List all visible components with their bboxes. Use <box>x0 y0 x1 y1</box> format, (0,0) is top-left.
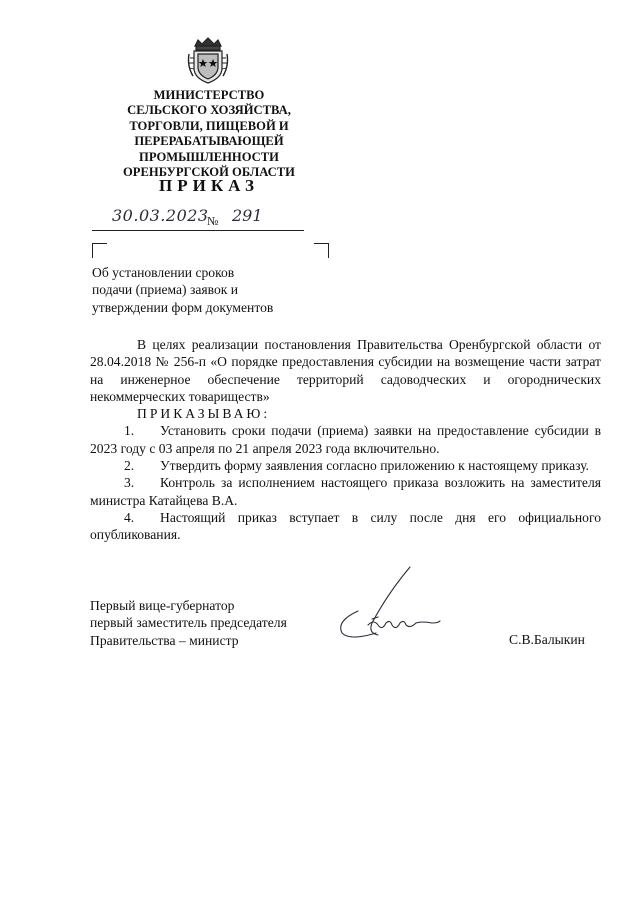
ministry-line: ПРОМЫШЛЕННОСТИ <box>139 149 279 164</box>
item-number: 1. <box>124 423 135 439</box>
document-subject <box>92 264 352 316</box>
order-item <box>90 474 601 509</box>
ministry-line: ТОРГОВЛИ, ПИЩЕВОЙ И <box>129 118 289 133</box>
position-line: Правительства – министр <box>90 632 239 648</box>
item-number: 4. <box>124 509 135 525</box>
subject-line: Об установлении сроков <box>92 265 235 280</box>
item-number: 3. <box>124 475 135 491</box>
position-line: Первый вице-губернатор <box>90 598 235 613</box>
item-number: 2. <box>124 458 135 474</box>
ministry-name <box>90 88 328 180</box>
order-item <box>90 457 601 474</box>
date-number-line <box>92 208 304 231</box>
ministry-line: СЕЛЬСКОГО ХОЗЯЙСТВА, <box>127 103 291 118</box>
handwritten-number: 291 <box>232 206 263 225</box>
item-text: Контроль за исполнением настоящего приказа возложить на заместителя министра Катайцева В.А. <box>90 475 601 508</box>
order-word: ПРИКАЗЫВАЮ: <box>137 406 271 422</box>
document-type-title: ПРИКАЗ <box>159 176 259 195</box>
order-item <box>90 509 601 544</box>
ministry-line: МИНИСТЕРСТВО <box>153 88 265 102</box>
order-item <box>90 422 601 457</box>
subject-line: утверждении форм документов <box>92 299 274 315</box>
item-text: Утвердить форму заявления согласно приложению к настоящему приказу. <box>160 458 590 474</box>
coat-of-arms-icon <box>186 36 230 86</box>
preamble-paragraph: В целях реализации постановления Правительства Оренбургской области от 28.04.2018 № 256-п «О порядке предоставления субсидии на возмещение части затрат на инженерное обеспечение территорий садоводческих и огороднических некоммерческих товариществ» <box>90 337 601 404</box>
subject-corner-right <box>314 243 329 258</box>
document-body <box>90 336 601 544</box>
handwritten-signature-icon <box>328 563 448 653</box>
subject-line: подачи (приема) заявок и <box>92 282 239 298</box>
ministry-line: ПЕРЕРАБАТЫВАЮЩЕЙ <box>134 134 284 149</box>
ministry-line: ОРЕНБУРГСКОЙ ОБЛАСТИ <box>123 165 295 180</box>
signatory-name: С.В.Балыкин <box>509 632 585 647</box>
signatory-position <box>90 597 287 649</box>
handwritten-date: 30.03.2023 <box>112 206 209 225</box>
number-sign: № <box>207 214 219 228</box>
subject-corner-left <box>92 243 107 258</box>
item-text: Настоящий приказ вступает в силу после дня его официального опубликования. <box>90 509 601 543</box>
item-text: Установить сроки подачи (приема) заявки на предоставление субсидии в 2023 году с 03 апреля по 21 апреля 2023 года включительно. <box>90 423 601 456</box>
position-line: первый заместитель председателя <box>90 615 287 631</box>
